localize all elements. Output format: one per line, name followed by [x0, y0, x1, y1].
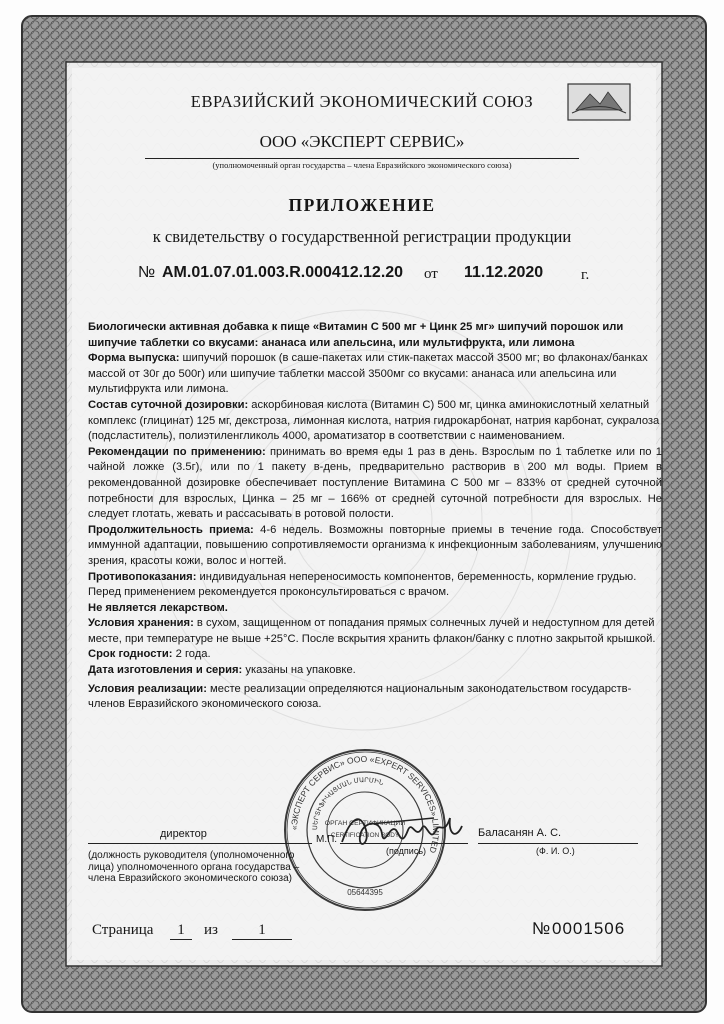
section-shelf-life: [88, 647, 662, 663]
section-text: в сухом, защищенном от попадания прямых солнечных лучей и недоступном для детей месте, при температуре не выше +25°С. После вскрытия хранить флакон/банку с плотно закрытой крышкой.: [88, 617, 656, 645]
section-storage: [88, 616, 662, 647]
serial-number: 0001506: [552, 919, 626, 938]
organization-note: (уполномоченный орган государства – члена Евразийского экономического союза): [145, 158, 579, 170]
name-line: [478, 843, 638, 844]
section-text: 4-6 недель. Возможны повторные приемы в течение года. Способствует иммунной адаптации, повышению сопротивляемости организма к инфекционным заболеваниям, улучшению зрения, красоты кожи, волос и ногтей.: [88, 523, 663, 567]
section-composition: [88, 398, 662, 445]
section-label: Состав суточной дозировки:: [88, 398, 249, 411]
certificate-date: 11.12.2020: [464, 264, 544, 281]
section-contraindications: [88, 570, 662, 601]
total-pages: 1: [232, 922, 292, 940]
page-number: 1: [170, 922, 192, 940]
stamp-place-mark: М.П.: [316, 834, 338, 845]
organization-name: ООО «ЭКСПЕРТ СЕРВИС»: [259, 132, 465, 151]
section-label: Дата изготовления и серия:: [88, 664, 243, 677]
section-label: Продолжительность приема:: [88, 523, 254, 536]
product-description: [88, 320, 662, 713]
section-text: 2 года.: [172, 648, 211, 661]
signature-caption: (подпись): [386, 846, 427, 856]
position-line: [88, 843, 312, 844]
of-label: из: [204, 922, 218, 938]
section-label: Не является лекарством.: [88, 601, 228, 614]
stamp-center-text-en: CERTIFICATION BODY: [330, 832, 400, 839]
certificate-number: AM.01.07.01.003.R.000412.12.20: [162, 264, 404, 281]
section-text: принимать во время еды 1 раз в день. Взрослым по 1 таблетке или по 1 чайной ложке (3.5г), или по 1 пакету в-день, предварительно растворив в 200 мл воды. Прием в рекомендованной дозировке обеспечивает поступление Витамина С 500 мг – 833% от средней суточной потребности для взрослых, Цинка – 25 мг – 166% от средней суточной потребности для взрослых. Не следует глотать, жевать и рассасывать в ротовой полости.: [88, 445, 662, 521]
section-label: Форма выпуска:: [88, 352, 180, 365]
section-label: Срок годности:: [88, 648, 173, 661]
section-manufacture-date: [88, 663, 662, 679]
section-text: аскорбиновая кислота (Витамин С) 500 мг, цинка аминокислотный хелатный комплекс (глицинат) 125 мг, декстроза, лимонная кислота, натрия гидрокарбонат, натрия карбонат, сукралоза (подсластитель), полиэтиленгликоль 4000, ароматизатор в соответствии с наименованием.: [88, 398, 660, 443]
section-recommendations: [88, 445, 662, 523]
section-duration: [88, 523, 662, 570]
signature-line: [340, 843, 468, 844]
number-prefix: №: [138, 264, 156, 281]
stamp-center-text: ОРГАН СЕРТИФИКАЦИИ: [324, 820, 406, 827]
page-title: ПРИЛОЖЕНИЕ: [288, 195, 436, 215]
date-prefix: от: [424, 266, 438, 282]
section-text: индивидуальная непереносимость компонентов, беременность, кормление грудью. Перед применением рекомендуется проконсультироваться с врачом.: [88, 570, 637, 599]
date-suffix: г.: [581, 267, 590, 283]
section-form: [88, 351, 662, 398]
section-text: шипучий порошок (в саше-пакетах или стик-пакетах массой 3500 мг; во флаконах/банках массой от 30г до 500г) или шипучие таблетки массой 3500мг со вкусами: ананаса или апельсина или мультифрукта или лимона.: [88, 352, 648, 396]
fio-caption: (Ф. И. О.): [536, 846, 575, 856]
signer-position: директор: [160, 828, 207, 840]
stamp-inner-text: ՍԵՐՏԻՖԻԿԱՑՄԱՆ ՄԱՐՄԻՆ: [310, 775, 385, 831]
stamp-code: 05644395: [347, 888, 383, 897]
section-text: указаны на упаковке.: [242, 664, 356, 677]
section-not-medicine: [88, 601, 662, 617]
union-name: ЕВРАЗИЙСКИЙ ЭКОНОМИЧЕСКИЙ СОЮЗ: [190, 92, 534, 111]
section-label: Противопоказания:: [88, 570, 197, 583]
page-label: Страница: [92, 922, 154, 938]
serial-prefix: №: [532, 919, 551, 938]
section-sale-conditions: [88, 682, 662, 713]
stamp-ring-text: «ЭКСПЕРТ СЕРВИС» ООО «EXPERT SERVICES» LIMITED: [288, 753, 442, 855]
section-label: Рекомендации по применению:: [88, 445, 266, 458]
section-label: Условия реализации:: [88, 682, 207, 695]
section-text: месте реализации определяются национальным законодательством государств-членов Евразийского экономического союза.: [88, 682, 632, 711]
section-label: Условия хранения:: [88, 617, 194, 630]
product-name: Биологически активная добавка к пище «Витамин С 500 мг + Цинк 25 мг» шипучий порошок или шипучие таблетки со вкусами: ананаса или апельсина, или мультифрукта, или лимона: [88, 321, 624, 349]
position-caption: (должность руководителя (уполномоченного лица) уполномоченного органа государства – члена Евразийского экономического союза): [88, 850, 300, 884]
signer-name: Баласанян А. С.: [478, 827, 562, 839]
page-subtitle: к свидетельству о государственной регистрации продукции: [152, 227, 572, 246]
